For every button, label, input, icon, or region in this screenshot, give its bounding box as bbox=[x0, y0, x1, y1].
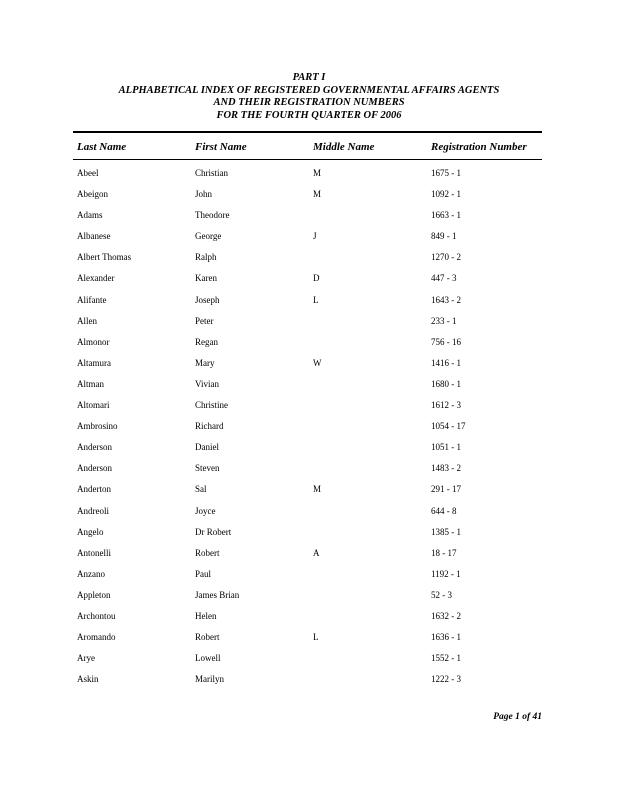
registration-number-cell: 1680 - 1 bbox=[431, 378, 461, 389]
registration-number-cell: 1632 - 2 bbox=[431, 610, 461, 621]
last-name-cell: Antonelli bbox=[77, 547, 111, 558]
first-name-cell: Lowell bbox=[195, 653, 221, 664]
table-row bbox=[0, 335, 618, 356]
table-row bbox=[0, 293, 618, 314]
registration-number-cell: 1675 - 1 bbox=[431, 168, 461, 178]
middle-name-cell: M bbox=[313, 484, 322, 495]
last-name-cell: Angelo bbox=[77, 526, 104, 537]
document-period: FOR THE FOURTH QUARTER OF 2006 bbox=[216, 109, 402, 121]
last-name-cell: Aromando bbox=[77, 632, 116, 643]
last-name-cell: Albert Thomas bbox=[77, 252, 132, 263]
first-name-cell: Daniel bbox=[195, 442, 219, 453]
table-row bbox=[0, 314, 618, 335]
table-row bbox=[0, 630, 618, 651]
first-name-cell: Steven bbox=[195, 463, 220, 474]
first-name-cell: Joyce bbox=[195, 505, 216, 516]
table-row bbox=[0, 546, 618, 567]
first-name-cell: Helen bbox=[195, 610, 217, 621]
middle-name-cell: A bbox=[313, 547, 320, 558]
last-name-cell: Altomari bbox=[77, 400, 110, 411]
table-row bbox=[0, 356, 618, 377]
agent-table-body bbox=[0, 166, 618, 693]
registration-number-cell: 1663 - 1 bbox=[431, 210, 461, 221]
middle-name-cell: L bbox=[313, 294, 319, 305]
last-name-cell: Almonor bbox=[77, 336, 110, 347]
registration-number-cell: 52 - 3 bbox=[431, 589, 452, 600]
last-name-cell: Abeigon bbox=[77, 189, 108, 200]
registration-number-cell: 1552 - 1 bbox=[431, 653, 461, 664]
document-subtitle: AND THEIR REGISTRATION NUMBERS bbox=[213, 97, 405, 108]
last-name-cell: Altman bbox=[77, 378, 104, 389]
registration-number-cell: 1483 - 2 bbox=[431, 463, 461, 474]
last-name-cell: Archontou bbox=[77, 610, 116, 621]
registration-number-cell: 849 - 1 bbox=[431, 231, 457, 242]
first-name-cell: Richard bbox=[195, 421, 224, 432]
first-name-cell: Mary bbox=[195, 357, 215, 368]
table-row bbox=[0, 525, 618, 546]
table-row bbox=[0, 440, 618, 461]
registration-number-cell: 1192 - 1 bbox=[431, 568, 461, 579]
table-row bbox=[0, 651, 618, 672]
first-name-cell: Marilyn bbox=[195, 674, 224, 685]
table-row bbox=[0, 187, 618, 208]
last-name-cell: Anderton bbox=[77, 484, 111, 495]
last-name-cell: Appleton bbox=[77, 589, 111, 600]
first-name-cell: Christian bbox=[195, 168, 228, 178]
first-name-cell: Ralph bbox=[195, 252, 217, 263]
registration-number-cell: 1612 - 3 bbox=[431, 400, 461, 411]
column-header-registration-number: Registration Number bbox=[431, 141, 527, 153]
last-name-cell: Arye bbox=[77, 653, 95, 664]
last-name-cell: Alexander bbox=[77, 273, 115, 284]
registration-number-cell: 1270 - 2 bbox=[431, 252, 461, 263]
table-row bbox=[0, 504, 618, 525]
first-name-cell: Paul bbox=[195, 568, 212, 579]
registration-number-cell: 1636 - 1 bbox=[431, 632, 461, 643]
registration-number-cell: 18 - 17 bbox=[431, 547, 457, 558]
last-name-cell: Anderson bbox=[77, 463, 112, 474]
first-name-cell: Regan bbox=[195, 336, 218, 347]
registration-number-cell: 1222 - 3 bbox=[431, 674, 461, 685]
registration-number-cell: 1385 - 1 bbox=[431, 526, 461, 537]
first-name-cell: Dr Robert bbox=[195, 526, 232, 537]
table-row bbox=[0, 419, 618, 440]
middle-name-cell: L bbox=[313, 632, 319, 643]
table-row bbox=[0, 208, 618, 229]
registration-number-cell: 233 - 1 bbox=[431, 315, 457, 326]
first-name-cell: Joseph bbox=[195, 294, 220, 305]
middle-name-cell: J bbox=[313, 231, 317, 242]
registration-number-cell: 756 - 16 bbox=[431, 336, 461, 347]
table-row bbox=[0, 271, 618, 292]
last-name-cell: Albanese bbox=[77, 231, 111, 242]
table-row bbox=[0, 482, 618, 503]
last-name-cell: Askin bbox=[77, 674, 99, 685]
table-header-rule bbox=[73, 159, 542, 160]
last-name-cell: Abeel bbox=[77, 168, 99, 178]
last-name-cell: Anderson bbox=[77, 442, 112, 453]
table-row bbox=[0, 166, 618, 187]
column-header-last-name: Last Name bbox=[77, 141, 127, 153]
last-name-cell: Allen bbox=[77, 315, 97, 326]
table-top-rule bbox=[73, 131, 542, 133]
registration-number-cell: 291 - 17 bbox=[431, 484, 461, 495]
registration-number-cell: 1092 - 1 bbox=[431, 189, 461, 200]
table-row bbox=[0, 609, 618, 630]
middle-name-cell: W bbox=[313, 357, 322, 368]
first-name-cell: James Brian bbox=[195, 589, 240, 600]
table-row bbox=[0, 567, 618, 588]
last-name-cell: Ambrosino bbox=[77, 421, 118, 432]
middle-name-cell: M bbox=[313, 189, 322, 200]
registration-number-cell: 1416 - 1 bbox=[431, 357, 461, 368]
middle-name-cell: M bbox=[313, 168, 322, 178]
middle-name-cell: D bbox=[313, 273, 320, 284]
registration-number-cell: 447 - 3 bbox=[431, 273, 457, 284]
last-name-cell: Alifante bbox=[77, 294, 107, 305]
page-number: Page 1 of 41 bbox=[493, 712, 542, 722]
last-name-cell: Altamura bbox=[77, 357, 111, 368]
registration-number-cell: 1051 - 1 bbox=[431, 442, 461, 453]
table-row bbox=[0, 250, 618, 271]
document-header bbox=[0, 72, 618, 122]
document-title: ALPHABETICAL INDEX OF REGISTERED GOVERNMENTAL AFFAIRS AGENTS bbox=[118, 84, 500, 96]
last-name-cell: Adams bbox=[77, 210, 103, 221]
column-header-first-name: First Name bbox=[195, 141, 247, 153]
first-name-cell: Sal bbox=[195, 484, 207, 495]
last-name-cell: Andreoli bbox=[77, 505, 109, 516]
table-row bbox=[0, 229, 618, 250]
first-name-cell: Robert bbox=[195, 632, 220, 643]
first-name-cell: Christine bbox=[195, 400, 228, 411]
registration-number-cell: 1643 - 2 bbox=[431, 294, 461, 305]
first-name-cell: Robert bbox=[195, 547, 220, 558]
first-name-cell: Peter bbox=[195, 315, 214, 326]
table-row bbox=[0, 461, 618, 482]
first-name-cell: John bbox=[195, 189, 213, 200]
table-row bbox=[0, 672, 618, 693]
part-label: PART I bbox=[292, 72, 326, 83]
last-name-cell: Anzano bbox=[77, 568, 105, 579]
table-row bbox=[0, 377, 618, 398]
first-name-cell: Theodore bbox=[195, 210, 230, 221]
table-row bbox=[0, 588, 618, 609]
registration-number-cell: 1054 - 17 bbox=[431, 421, 466, 432]
table-row bbox=[0, 398, 618, 419]
first-name-cell: Vivian bbox=[195, 378, 219, 389]
first-name-cell: Karen bbox=[195, 273, 217, 284]
registration-number-cell: 644 - 8 bbox=[431, 505, 457, 516]
first-name-cell: George bbox=[195, 231, 222, 242]
column-header-middle-name: Middle Name bbox=[313, 141, 375, 153]
